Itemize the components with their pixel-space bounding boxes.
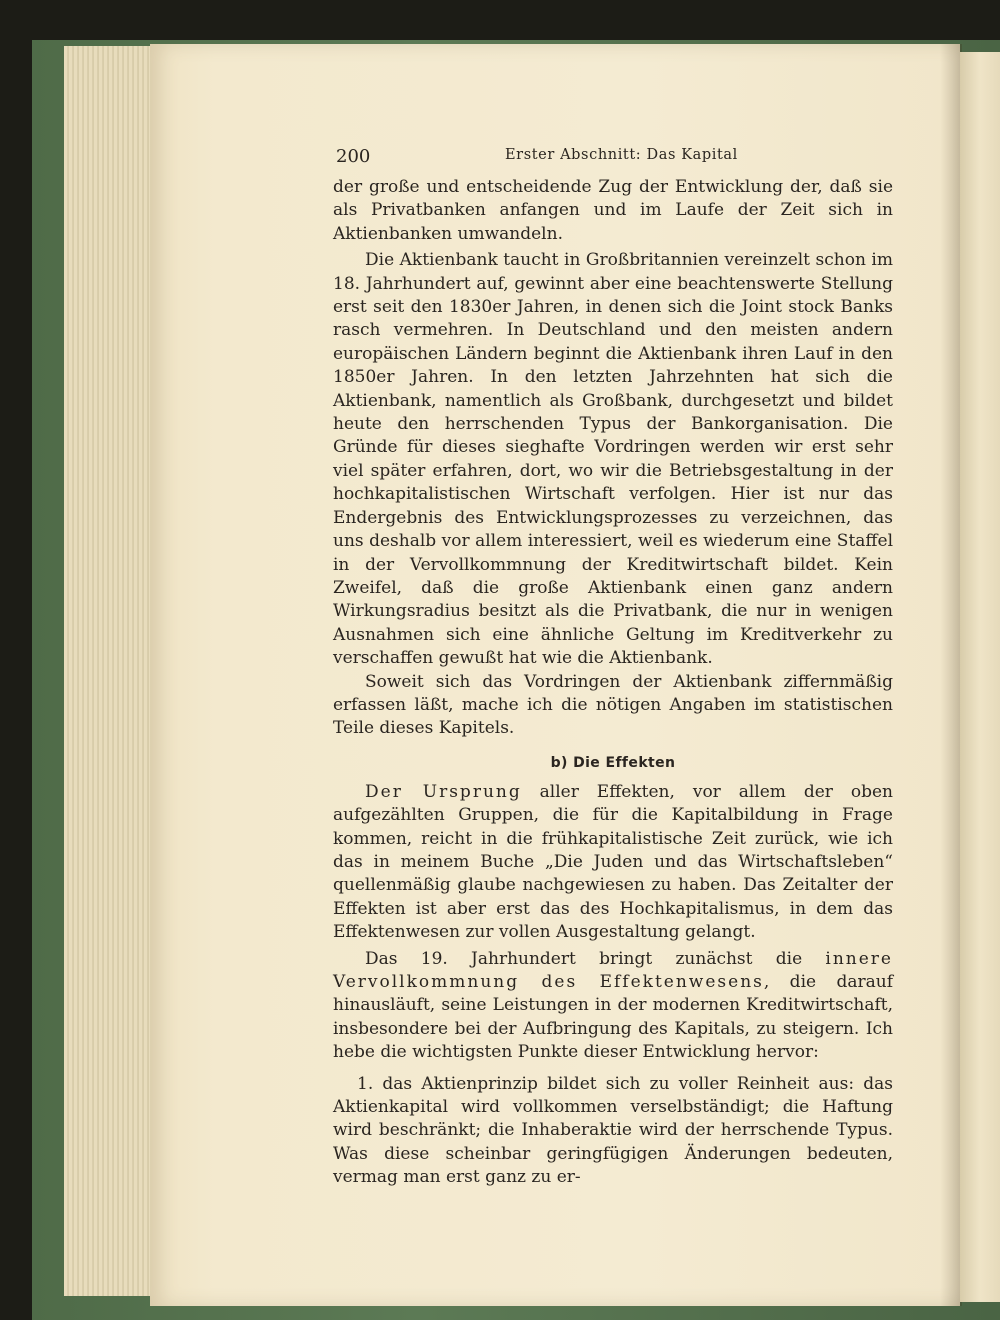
facing-page-edge xyxy=(960,52,1000,1302)
paragraph-text: , die darauf hinausläuft, seine Leistungen in der modernen Kreditwirtschaft, insbesondere bei der Aufbringung des Kapitals, zu steigern. Ich hebe die wichtigsten Punkte dieser Entwicklung hervor: xyxy=(333,972,893,1063)
section-heading: b) Die Effekten xyxy=(550,754,676,771)
gutter-shadow xyxy=(940,44,962,1306)
page-text xyxy=(333,140,893,1190)
paragraph-text: Das 19. Jahrhundert bringt zunächst die xyxy=(365,948,826,969)
emphasized-text: innere Vervollkommnung des Effektenwesens xyxy=(333,948,893,992)
page-number: 200 xyxy=(336,146,371,167)
paragraph: Die Aktienbank taucht in Großbritannien vereinzelt schon im 18. Jahrhundert auf, gewinnt aber eine beachtenswerte Stellung erst seit den 1830er Jahren, in denen sich die Joint stock Banks rasch vermehren. In Deutschland und den meisten andern europäischen Ländern beginnt die Aktienbank ihren Lauf in den 1850er Jahren. In den letzten Jahrzehnten hat sich die Aktienbank, namentlich als Großbank, durchgesetzt und bildet heute den herrschenden Typus der Bankorganisation. Die Gründe für dieses sieghafte Vordringen werden wir erst sehr viel später erfahren, dort, wo wir die Betriebsgestaltung in der hochkapitalistischen Wirtschaft verfolgen. Hier ist nur das Endergebnis des Entwicklungsprozesses zu verzeichnen, das uns deshalb vor allem interessiert, weil es wiederum eine Staffel in der Vervollkommnung der Kreditwirtschaft bildet. Kein Zweifel, daß die große Aktienbank einen ganz andern Wirkungsradius besitzt als die Privatbank, die nur in wenigen Ausnahmen sich eine ähnliche Geltung im Kreditverkehr zu verschaffen gewußt hat wie die Aktienbank. xyxy=(333,250,893,669)
paragraph: der große und entscheidende Zug der Entwicklung der, daß sie als Privatbanken anfangen und im Laufe der Zeit sich in Aktienbanken umwandeln. xyxy=(333,177,893,244)
paragraph-text: aller Effekten, vor allem der oben aufgezählten Gruppen, die für die Kapitalbildung in Frage kommen, reicht in die frühkapitalistische Zeit zurück, wie ich das in meinem Buche „Die Juden und das Wirtschaftsleben“ quellenmäßig glaube nachgewiesen zu haben. Das Zeitalter der Effekten ist aber erst das des Hochkapitalismus, in dem das Effektenwesen zur vollen Ausgestaltung gelangt. xyxy=(333,781,893,943)
paragraph xyxy=(333,781,893,945)
running-head xyxy=(333,140,893,170)
paragraph xyxy=(333,948,893,1065)
paragraph: Soweit sich das Vordringen der Aktienbank ziffernmäßig erfassen läßt, mache ich die nötigen Angaben im statistischen Teile dieses Kapitels. xyxy=(333,671,893,739)
running-title: Erster Abschnitt: Das Kapital xyxy=(505,147,738,163)
page-edges xyxy=(64,46,164,1296)
emphasized-text: Der Ursprung xyxy=(365,781,522,802)
list-item: 1. das Aktienprinzip bildet sich zu voller Reinheit aus: das Aktienkapital wird vollkommen verselbständigt; die Haftung wird beschränkt; die Inhaberaktie wird der herrschende Typus. Was diese scheinbar geringfügigen Änderungen bedeuten, vermag man erst ganz zu er- xyxy=(333,1073,893,1188)
